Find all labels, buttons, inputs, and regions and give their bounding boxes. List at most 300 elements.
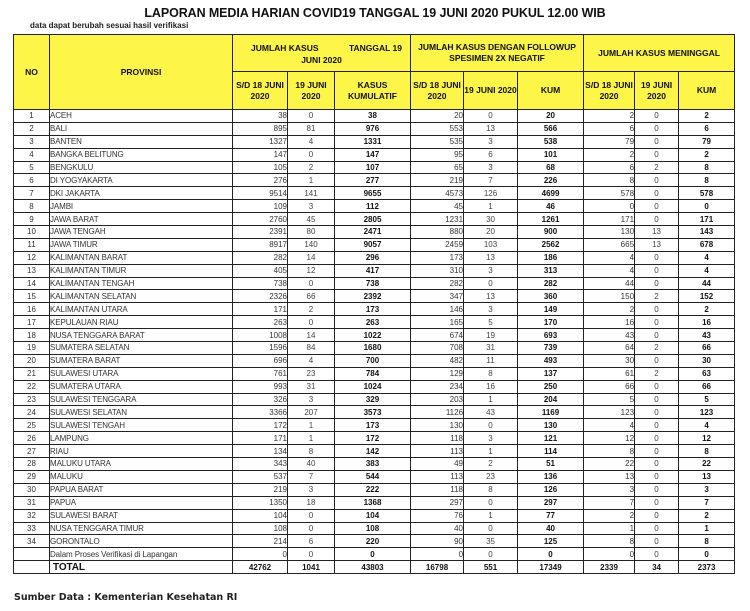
recovered-cumulative: 693 xyxy=(518,329,584,342)
deaths-19-june: 0 xyxy=(635,213,679,226)
cases-cumulative: 173 xyxy=(335,303,411,316)
table-row xyxy=(14,419,735,432)
header-kasus-kumulatif: KASUS KUMULATIF xyxy=(335,72,411,110)
province-name: KALIMANTAN BARAT xyxy=(50,251,233,264)
cases-cumulative: 9057 xyxy=(335,238,411,251)
deaths-until-18-june: 6 xyxy=(584,122,635,135)
province-name: KALIMANTAN TENGAH xyxy=(50,277,233,290)
deaths-19-june: 0 xyxy=(635,251,679,264)
cases-19-june: 8 xyxy=(288,445,335,458)
recovered-19-june: 13 xyxy=(464,251,518,264)
recovered-19-june: 3 xyxy=(464,161,518,174)
cases-cumulative: 784 xyxy=(335,367,411,380)
recovered-19-june: 0 xyxy=(464,110,518,123)
cases-cumulative: 108 xyxy=(335,522,411,535)
deaths-until-18-june: 2 xyxy=(584,303,635,316)
table-row xyxy=(14,509,735,522)
cases-cumulative: 147 xyxy=(335,148,411,161)
deaths-19-june: 0 xyxy=(635,354,679,367)
cases-19-june: 1 xyxy=(288,432,335,445)
deaths-cumulative: 0 xyxy=(679,200,735,213)
cases-19-june: 14 xyxy=(288,329,335,342)
deaths-19-june: 0 xyxy=(635,470,679,483)
recovered-19-june: 23 xyxy=(464,470,518,483)
deaths-19-june: 2 xyxy=(635,342,679,355)
cases-until-18-june: 405 xyxy=(233,264,288,277)
cases-19-june: 140 xyxy=(288,238,335,251)
recovered-cumulative: 2562 xyxy=(518,238,584,251)
province-name: JAWA BARAT xyxy=(50,213,233,226)
deaths-19-june: 0 xyxy=(635,522,679,535)
recovered-cumulative: 51 xyxy=(518,458,584,471)
cases-19-june: 0 xyxy=(288,509,335,522)
deaths-cumulative: 8 xyxy=(679,445,735,458)
recovered-until-18-june: 203 xyxy=(411,393,464,406)
deaths-until-18-june: 8 xyxy=(584,445,635,458)
table-row xyxy=(14,548,735,561)
deaths-cumulative: 66 xyxy=(679,342,735,355)
recovered-19-june: 1 xyxy=(464,445,518,458)
recovered-cumulative: 226 xyxy=(518,174,584,187)
deaths-cumulative: 3 xyxy=(679,483,735,496)
cases-until-18-june: 147 xyxy=(233,148,288,161)
recovered-until-18-june: 49 xyxy=(411,458,464,471)
table-row xyxy=(14,303,735,316)
deaths-cumulative: 30 xyxy=(679,354,735,367)
province-name: BANTEN xyxy=(50,135,233,148)
deaths-cumulative: 44 xyxy=(679,277,735,290)
row-number: 19 xyxy=(14,342,50,355)
province-name: BALI xyxy=(50,122,233,135)
cases-cumulative: 142 xyxy=(335,445,411,458)
recovered-until-18-june: 482 xyxy=(411,354,464,367)
recovered-19-june: 3 xyxy=(464,264,518,277)
cases-19-june: 0 xyxy=(288,316,335,329)
table-row xyxy=(14,342,735,355)
table-row xyxy=(14,122,735,135)
recovered-19-june: 0 xyxy=(464,496,518,509)
recovered-19-june: 30 xyxy=(464,213,518,226)
deaths-19-june: 0 xyxy=(635,548,679,561)
deaths-until-18-june: 150 xyxy=(584,290,635,303)
cases-until-18-june: 537 xyxy=(233,470,288,483)
deaths-cumulative: 8 xyxy=(679,161,735,174)
total-recovered-until-18-june: 16798 xyxy=(411,561,464,574)
recovered-cumulative: 126 xyxy=(518,483,584,496)
cases-until-18-june: 9514 xyxy=(233,187,288,200)
recovered-19-june: 2 xyxy=(464,458,518,471)
deaths-cumulative: 123 xyxy=(679,406,735,419)
recovered-19-june: 8 xyxy=(464,483,518,496)
deaths-cumulative: 678 xyxy=(679,238,735,251)
table-row xyxy=(14,187,735,200)
deaths-until-18-june: 8 xyxy=(584,174,635,187)
province-name: KALIMANTAN SELATAN xyxy=(50,290,233,303)
province-name: SUMATERA BARAT xyxy=(50,354,233,367)
cases-19-june: 12 xyxy=(288,264,335,277)
deaths-19-june: 0 xyxy=(635,303,679,316)
recovered-until-18-june: 234 xyxy=(411,380,464,393)
province-name: DKI JAKARTA xyxy=(50,187,233,200)
cases-cumulative: 2392 xyxy=(335,290,411,303)
row-number: 26 xyxy=(14,432,50,445)
table-row xyxy=(14,174,735,187)
province-name: DI YOGYAKARTA xyxy=(50,174,233,187)
recovered-19-june: 35 xyxy=(464,535,518,548)
cases-until-18-june: 104 xyxy=(233,509,288,522)
recovered-19-june: 13 xyxy=(464,122,518,135)
table-row xyxy=(14,470,735,483)
cases-until-18-june: 2391 xyxy=(233,226,288,239)
deaths-cumulative: 16 xyxy=(679,316,735,329)
row-number: 22 xyxy=(14,380,50,393)
total-deaths-until-18-june: 2339 xyxy=(584,561,635,574)
recovered-19-june: 16 xyxy=(464,380,518,393)
cases-19-june: 0 xyxy=(288,110,335,123)
deaths-until-18-june: 7 xyxy=(584,496,635,509)
recovered-cumulative: 125 xyxy=(518,535,584,548)
cases-until-18-june: 134 xyxy=(233,445,288,458)
header-meninggal-kum: KUM xyxy=(679,72,735,110)
recovered-cumulative: 68 xyxy=(518,161,584,174)
cases-until-18-june: 108 xyxy=(233,522,288,535)
table-row xyxy=(14,535,735,548)
deaths-until-18-june: 665 xyxy=(584,238,635,251)
data-source-note: Sumber Data : Kementerian Kesehatan RI xyxy=(14,592,238,603)
recovered-cumulative: 170 xyxy=(518,316,584,329)
row-number: 11 xyxy=(14,238,50,251)
deaths-until-18-june: 123 xyxy=(584,406,635,419)
deaths-19-june: 0 xyxy=(635,406,679,419)
cases-until-18-june: 172 xyxy=(233,419,288,432)
cases-cumulative: 329 xyxy=(335,393,411,406)
province-name: JAMBI xyxy=(50,200,233,213)
recovered-19-june: 20 xyxy=(464,226,518,239)
row-number: 24 xyxy=(14,406,50,419)
cases-until-18-june: 1596 xyxy=(233,342,288,355)
cases-until-18-june: 343 xyxy=(233,458,288,471)
recovered-19-june: 31 xyxy=(464,342,518,355)
deaths-cumulative: 2 xyxy=(679,148,735,161)
cases-until-18-june: 109 xyxy=(233,200,288,213)
deaths-until-18-june: 43 xyxy=(584,329,635,342)
recovered-until-18-june: 347 xyxy=(411,290,464,303)
recovered-cumulative: 114 xyxy=(518,445,584,458)
recovered-until-18-june: 90 xyxy=(411,535,464,548)
cases-until-18-june: 2326 xyxy=(233,290,288,303)
deaths-19-june: 0 xyxy=(635,445,679,458)
recovered-cumulative: 538 xyxy=(518,135,584,148)
cases-until-18-june: 326 xyxy=(233,393,288,406)
header-group-kasus-mid: JUNI 2020 xyxy=(301,55,342,65)
province-name: JAWA TENGAH xyxy=(50,226,233,239)
deaths-19-june: 0 xyxy=(635,316,679,329)
deaths-cumulative: 79 xyxy=(679,135,735,148)
deaths-19-june: 13 xyxy=(635,226,679,239)
row-number: 9 xyxy=(14,213,50,226)
recovered-cumulative: 137 xyxy=(518,367,584,380)
recovered-cumulative: 204 xyxy=(518,393,584,406)
recovered-cumulative: 136 xyxy=(518,470,584,483)
cases-cumulative: 173 xyxy=(335,419,411,432)
table-row xyxy=(14,329,735,342)
covid-report-table xyxy=(13,34,735,574)
deaths-19-june: 0 xyxy=(635,187,679,200)
deaths-19-june: 2 xyxy=(635,367,679,380)
recovered-cumulative: 20 xyxy=(518,110,584,123)
recovered-19-june: 8 xyxy=(464,367,518,380)
cases-cumulative: 2805 xyxy=(335,213,411,226)
cases-until-18-june: 1350 xyxy=(233,496,288,509)
province-name: JAWA TIMUR xyxy=(50,238,233,251)
cases-until-18-june: 738 xyxy=(233,277,288,290)
cases-19-june: 23 xyxy=(288,367,335,380)
row-number: 28 xyxy=(14,458,50,471)
recovered-until-18-june: 880 xyxy=(411,226,464,239)
header-followup-kum: KUM xyxy=(518,72,584,110)
recovered-19-june: 3 xyxy=(464,135,518,148)
recovered-until-18-june: 1231 xyxy=(411,213,464,226)
province-name: MALUKU xyxy=(50,470,233,483)
recovered-until-18-june: 2459 xyxy=(411,238,464,251)
row-number: 30 xyxy=(14,483,50,496)
deaths-19-june: 2 xyxy=(635,161,679,174)
row-number: 2 xyxy=(14,122,50,135)
row-number: 13 xyxy=(14,264,50,277)
deaths-19-june: 0 xyxy=(635,535,679,548)
cases-until-18-june: 171 xyxy=(233,303,288,316)
row-number: 7 xyxy=(14,187,50,200)
deaths-cumulative: 7 xyxy=(679,496,735,509)
deaths-19-june: 0 xyxy=(635,432,679,445)
recovered-19-june: 5 xyxy=(464,316,518,329)
cases-cumulative: 544 xyxy=(335,470,411,483)
deaths-19-june: 0 xyxy=(635,380,679,393)
deaths-19-june: 0 xyxy=(635,264,679,277)
province-name: KALIMANTAN TIMUR xyxy=(50,264,233,277)
deaths-until-18-june: 2 xyxy=(584,110,635,123)
deaths-19-june: 0 xyxy=(635,200,679,213)
deaths-until-18-june: 16 xyxy=(584,316,635,329)
recovered-cumulative: 297 xyxy=(518,496,584,509)
recovered-19-june: 3 xyxy=(464,303,518,316)
cases-19-june: 7 xyxy=(288,470,335,483)
deaths-19-june: 2 xyxy=(635,290,679,303)
cases-19-june: 1 xyxy=(288,419,335,432)
total-row-number xyxy=(14,561,50,574)
deaths-19-june: 0 xyxy=(635,110,679,123)
province-name: Dalam Proses Verifikasi di Lapangan xyxy=(50,548,233,561)
deaths-until-18-june: 4 xyxy=(584,251,635,264)
cases-cumulative: 1331 xyxy=(335,135,411,148)
row-number: 4 xyxy=(14,148,50,161)
province-name: KALIMANTAN UTARA xyxy=(50,303,233,316)
recovered-cumulative: 360 xyxy=(518,290,584,303)
deaths-19-june: 0 xyxy=(635,329,679,342)
cases-19-june: 3 xyxy=(288,200,335,213)
cases-19-june: 2 xyxy=(288,161,335,174)
deaths-until-18-june: 1 xyxy=(584,522,635,535)
table-row xyxy=(14,226,735,239)
recovered-19-june: 1 xyxy=(464,509,518,522)
cases-19-june: 18 xyxy=(288,496,335,509)
table-row xyxy=(14,483,735,496)
row-number xyxy=(14,548,50,561)
deaths-cumulative: 43 xyxy=(679,329,735,342)
recovered-cumulative: 739 xyxy=(518,342,584,355)
recovered-cumulative: 1169 xyxy=(518,406,584,419)
province-name: SULAWESI TENGAH xyxy=(50,419,233,432)
recovered-cumulative: 900 xyxy=(518,226,584,239)
deaths-cumulative: 22 xyxy=(679,458,735,471)
table-row xyxy=(14,290,735,303)
deaths-cumulative: 4 xyxy=(679,264,735,277)
recovered-cumulative: 46 xyxy=(518,200,584,213)
province-name: SULAWESI BARAT xyxy=(50,509,233,522)
report-subtitle: data dapat berubah sesuai hasil verifikasi xyxy=(30,21,189,30)
row-number: 21 xyxy=(14,367,50,380)
row-number: 10 xyxy=(14,226,50,239)
recovered-until-18-june: 553 xyxy=(411,122,464,135)
row-number: 25 xyxy=(14,419,50,432)
recovered-until-18-june: 708 xyxy=(411,342,464,355)
table-row xyxy=(14,354,735,367)
cases-until-18-june: 0 xyxy=(233,548,288,561)
deaths-cumulative: 12 xyxy=(679,432,735,445)
cases-19-june: 0 xyxy=(288,522,335,535)
header-kasus-sd18: S/D 18 JUNI 2020 xyxy=(233,72,288,110)
total-row xyxy=(14,561,735,574)
cases-cumulative: 1022 xyxy=(335,329,411,342)
table-row xyxy=(14,458,735,471)
deaths-cumulative: 5 xyxy=(679,393,735,406)
cases-19-june: 14 xyxy=(288,251,335,264)
recovered-cumulative: 40 xyxy=(518,522,584,535)
recovered-until-18-june: 1126 xyxy=(411,406,464,419)
cases-cumulative: 222 xyxy=(335,483,411,496)
province-name: NUSA TENGGARA TIMUR xyxy=(50,522,233,535)
deaths-until-18-june: 6 xyxy=(584,161,635,174)
deaths-cumulative: 2 xyxy=(679,509,735,522)
cases-until-18-june: 282 xyxy=(233,251,288,264)
province-name: SULAWESI SELATAN xyxy=(50,406,233,419)
recovered-cumulative: 313 xyxy=(518,264,584,277)
header-followup-19juni: 19 JUNI 2020 xyxy=(464,72,518,110)
cases-cumulative: 112 xyxy=(335,200,411,213)
table-body xyxy=(14,110,735,574)
recovered-until-18-june: 129 xyxy=(411,367,464,380)
cases-cumulative: 1680 xyxy=(335,342,411,355)
header-provinsi: PROVINSI xyxy=(50,35,233,110)
deaths-19-june: 0 xyxy=(635,458,679,471)
deaths-until-18-june: 22 xyxy=(584,458,635,471)
deaths-19-june: 0 xyxy=(635,393,679,406)
total-label: TOTAL xyxy=(50,561,233,574)
province-name: MALUKU UTARA xyxy=(50,458,233,471)
recovered-19-june: 0 xyxy=(464,548,518,561)
table-row xyxy=(14,406,735,419)
province-name: SULAWESI UTARA xyxy=(50,367,233,380)
cases-until-18-june: 761 xyxy=(233,367,288,380)
deaths-until-18-june: 0 xyxy=(584,548,635,561)
recovered-until-18-june: 310 xyxy=(411,264,464,277)
cases-cumulative: 220 xyxy=(335,535,411,548)
deaths-cumulative: 13 xyxy=(679,470,735,483)
deaths-until-18-june: 2 xyxy=(584,509,635,522)
deaths-cumulative: 8 xyxy=(679,535,735,548)
deaths-until-18-june: 13 xyxy=(584,470,635,483)
recovered-until-18-june: 674 xyxy=(411,329,464,342)
cases-19-june: 0 xyxy=(288,548,335,561)
cases-19-june: 0 xyxy=(288,277,335,290)
recovered-until-18-june: 95 xyxy=(411,148,464,161)
cases-cumulative: 417 xyxy=(335,264,411,277)
cases-until-18-june: 8917 xyxy=(233,238,288,251)
header-no: NO xyxy=(14,35,50,110)
table-row xyxy=(14,251,735,264)
recovered-until-18-june: 40 xyxy=(411,522,464,535)
table-row xyxy=(14,380,735,393)
recovered-until-18-june: 0 xyxy=(411,548,464,561)
recovered-19-june: 13 xyxy=(464,290,518,303)
table-row xyxy=(14,316,735,329)
recovered-until-18-june: 297 xyxy=(411,496,464,509)
recovered-19-june: 1 xyxy=(464,393,518,406)
cases-until-18-june: 696 xyxy=(233,354,288,367)
recovered-until-18-june: 113 xyxy=(411,445,464,458)
cases-19-june: 1 xyxy=(288,174,335,187)
table-row xyxy=(14,522,735,535)
cases-19-june: 4 xyxy=(288,135,335,148)
province-name: KEPULAUAN RIAU xyxy=(50,316,233,329)
province-name: PAPUA BARAT xyxy=(50,483,233,496)
cases-cumulative: 383 xyxy=(335,458,411,471)
deaths-cumulative: 4 xyxy=(679,251,735,264)
recovered-19-june: 0 xyxy=(464,277,518,290)
deaths-until-18-june: 64 xyxy=(584,342,635,355)
header-meninggal-19juni: 19 JUNI 2020 xyxy=(635,72,679,110)
recovered-19-june: 103 xyxy=(464,238,518,251)
deaths-until-18-june: 61 xyxy=(584,367,635,380)
table-row xyxy=(14,238,735,251)
cases-cumulative: 277 xyxy=(335,174,411,187)
row-number: 18 xyxy=(14,329,50,342)
row-number: 23 xyxy=(14,393,50,406)
recovered-cumulative: 0 xyxy=(518,548,584,561)
province-name: SUMATERA UTARA xyxy=(50,380,233,393)
deaths-cumulative: 143 xyxy=(679,226,735,239)
recovered-until-18-june: 20 xyxy=(411,110,464,123)
cases-until-18-june: 171 xyxy=(233,432,288,445)
total-deaths-19-june: 34 xyxy=(635,561,679,574)
cases-19-june: 40 xyxy=(288,458,335,471)
cases-until-18-june: 1327 xyxy=(233,135,288,148)
cases-until-18-june: 3366 xyxy=(233,406,288,419)
deaths-until-18-june: 66 xyxy=(584,380,635,393)
deaths-until-18-june: 5 xyxy=(584,393,635,406)
row-number: 5 xyxy=(14,161,50,174)
recovered-until-18-june: 282 xyxy=(411,277,464,290)
cases-19-june: 81 xyxy=(288,122,335,135)
cases-cumulative: 296 xyxy=(335,251,411,264)
header-group-followup: JUMLAH KASUS DENGAN FOLLOWUP SPESIMEN 2X NEGATIF xyxy=(411,35,584,72)
table-row xyxy=(14,393,735,406)
cases-19-june: 6 xyxy=(288,535,335,548)
deaths-cumulative: 2 xyxy=(679,303,735,316)
deaths-cumulative: 578 xyxy=(679,187,735,200)
cases-cumulative: 9655 xyxy=(335,187,411,200)
cases-cumulative: 700 xyxy=(335,354,411,367)
